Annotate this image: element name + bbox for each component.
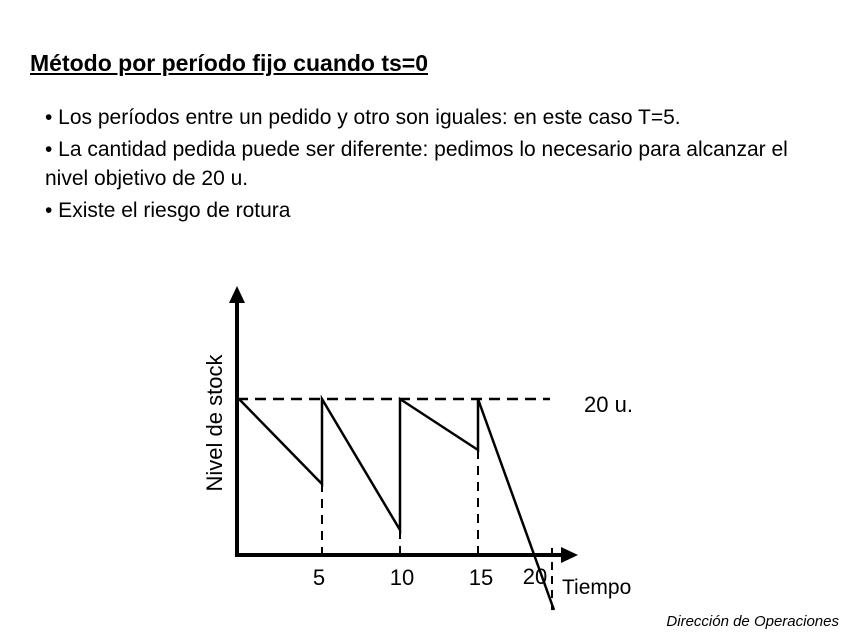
x-axis-label: Tiempo — [562, 576, 632, 599]
y-axis-label: Nivel de stock — [202, 354, 227, 492]
bullet-item: • Los períodos entre un pedido y otro son iguales: en este caso T=5. — [45, 106, 681, 129]
x-tick-label: 10 — [389, 565, 415, 590]
footer-label: Dirección de Operaciones — [666, 613, 839, 630]
bullet-item: • La cantidad pedida puede ser diferente: pedimos lo necesario para alcanzar el nivel objetivo de 20 u. — [45, 138, 788, 190]
x-axis-arrowhead — [561, 547, 578, 563]
x-tick-label: 15 — [468, 565, 494, 590]
y-axis-arrowhead — [229, 286, 245, 303]
target-level-label: 20 u. — [584, 392, 633, 417]
x-tick-label: 20 — [522, 564, 548, 589]
slide-title: Método por período fijo cuando ts=0 — [30, 50, 429, 76]
bullet-item: • Existe el riesgo de rotura — [45, 199, 291, 222]
x-tick-label: 5 — [312, 565, 326, 590]
